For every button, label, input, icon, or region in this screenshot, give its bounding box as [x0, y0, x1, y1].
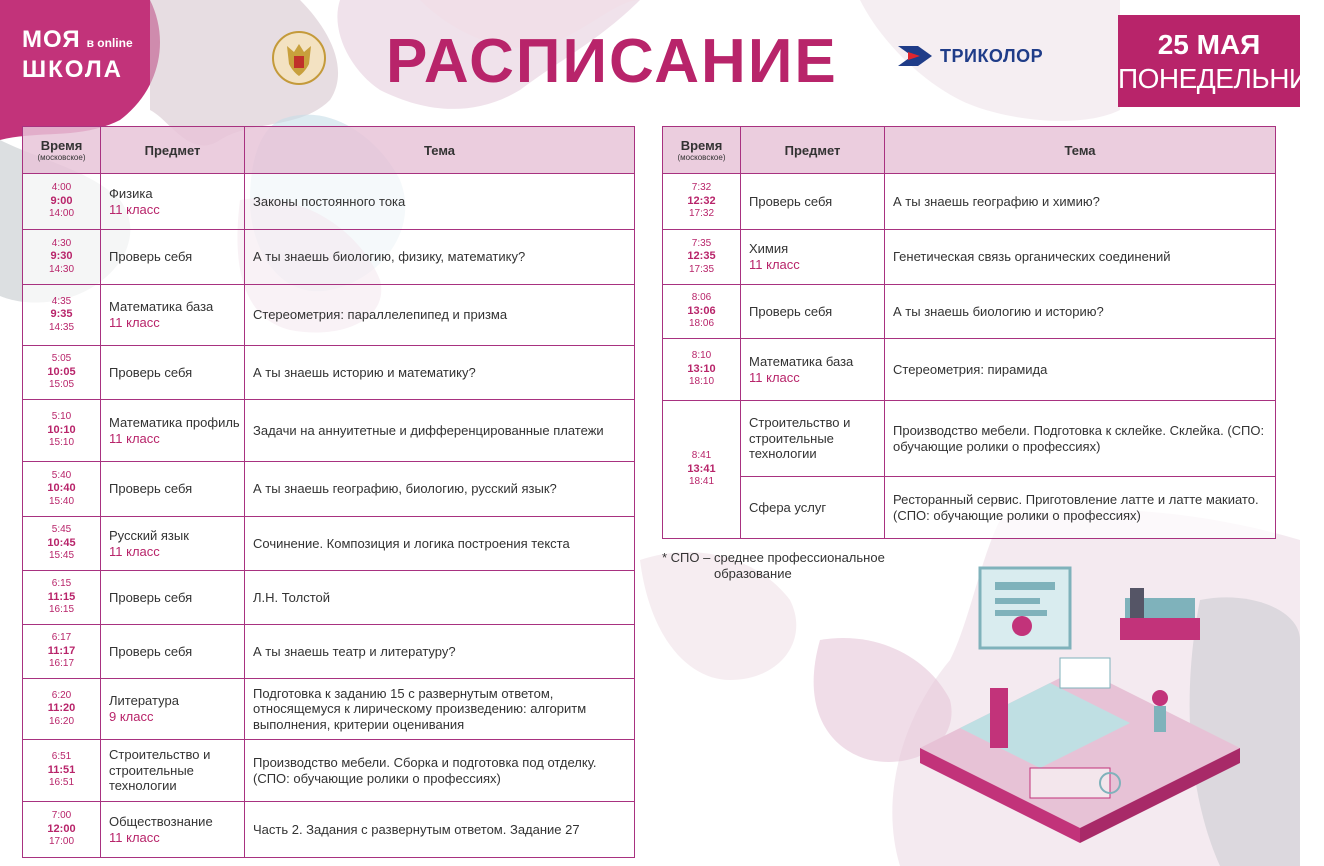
topic-cell: Сочинение. Композиция и логика построения текста — [245, 517, 635, 571]
subject-name: Проверь себя — [749, 193, 833, 209]
tricolor-icon — [898, 44, 934, 68]
time-moscow: 11:15 — [47, 590, 76, 603]
table-row — [23, 571, 635, 625]
time-local-1: 6:17 — [51, 632, 72, 644]
time-local-1: 6:51 — [51, 751, 72, 763]
subject-name: Проверь себя — [109, 643, 193, 659]
time-local-2: 15:40 — [48, 495, 75, 507]
subject-cell — [741, 401, 885, 477]
table-row — [23, 285, 635, 346]
topic-cell: А ты знаешь географию, биологию, русский язык? — [245, 462, 635, 517]
time-moscow: 10:45 — [47, 536, 76, 549]
header-topic: Тема — [245, 127, 635, 174]
table-row — [663, 339, 1276, 401]
time-cell — [23, 462, 101, 517]
time-local-2: 15:10 — [48, 437, 75, 449]
time-moscow: 11:20 — [47, 702, 76, 715]
subject-name: Строительство и строительные технологии — [749, 415, 851, 462]
table-row — [663, 230, 1276, 285]
time-local-2: 16:17 — [48, 658, 75, 670]
page-title: РАСПИСАНИЕ — [386, 27, 838, 96]
topic-cell: Производство мебели. Сборка и подготовка под отделку. (СПО: обучающие ролики о профессиях) — [245, 740, 635, 802]
time-cell — [23, 679, 101, 740]
subject-cell — [101, 517, 245, 571]
time-local-1: 5:40 — [51, 469, 72, 481]
time-moscow: 9:35 — [50, 308, 73, 321]
subject-name: Проверь себя — [109, 364, 193, 380]
header-time: Время (московское) — [663, 127, 741, 174]
header-topic: Тема — [885, 127, 1276, 174]
subject-name: Математика база — [109, 299, 214, 315]
topic-cell: Ресторанный сервис. Приготовление латте и латте макиато. (СПО: обучающие ролики о профессиях) — [885, 477, 1276, 539]
table-row — [23, 462, 635, 517]
time-local-1: 6:15 — [51, 578, 72, 590]
topic-cell: Подготовка к заданию 15 с развернутым ответом, относящемуся к лирическому произведению: алгоритм выполнения, критерии оценивания — [245, 679, 635, 740]
subject-name: Литература — [109, 693, 179, 709]
topic-cell: Л.Н. Толстой — [245, 571, 635, 625]
time-moscow: 9:30 — [50, 250, 73, 263]
time-local-2: 18:06 — [688, 318, 715, 330]
subject-name: Проверь себя — [109, 481, 193, 497]
time-local-1: 7:35 — [691, 237, 712, 249]
class-label: 11 класс — [109, 543, 160, 559]
class-label: 11 класс — [749, 369, 800, 385]
table-row — [23, 802, 635, 858]
time-moscow: 12:32 — [687, 194, 716, 207]
time-local-2: 17:35 — [688, 263, 715, 275]
time-cell — [23, 571, 101, 625]
time-local-1: 7:32 — [691, 182, 712, 194]
topic-cell: Задачи на аннуитетные и дифференцированные платежи — [245, 400, 635, 462]
logo-online: в online — [86, 36, 133, 50]
time-local-2: 15:45 — [48, 550, 75, 562]
education-illustration — [900, 548, 1260, 848]
time-local-2: 16:15 — [48, 604, 75, 616]
time-local-2: 14:00 — [48, 208, 75, 220]
class-label: 11 класс — [109, 829, 160, 845]
time-local-1: 4:00 — [51, 182, 72, 194]
time-local-2: 18:41 — [688, 476, 715, 488]
class-label: 11 класс — [109, 430, 160, 446]
time-cell — [23, 517, 101, 571]
time-moscow: 10:05 — [47, 365, 76, 378]
class-label: 11 класс — [109, 201, 160, 217]
subject-cell — [741, 477, 885, 539]
time-cell — [663, 339, 741, 401]
time-cell — [663, 285, 741, 339]
time-moscow: 10:10 — [47, 423, 76, 436]
table-row — [23, 625, 635, 679]
table-row — [23, 174, 635, 230]
topic-cell: А ты знаешь историю и математику? — [245, 346, 635, 400]
topic-cell: Стереометрия: пирамида — [885, 339, 1276, 401]
topic-cell: А ты знаешь театр и литературу? — [245, 625, 635, 679]
time-local-2: 15:05 — [48, 379, 75, 391]
subject-cell — [101, 625, 245, 679]
time-cell — [663, 401, 741, 539]
subject-name: Математика профиль — [109, 414, 240, 430]
table-row — [23, 346, 635, 400]
time-local-1: 6:20 — [51, 689, 72, 701]
time-cell — [663, 174, 741, 230]
time-local-1: 7:00 — [51, 810, 72, 822]
subject-name: Химия — [749, 241, 789, 257]
subject-cell — [101, 230, 245, 285]
time-moscow: 10:40 — [47, 482, 76, 495]
subject-cell — [101, 174, 245, 230]
subject-name: Русский язык — [109, 527, 189, 543]
subject-cell — [101, 346, 245, 400]
subject-cell — [101, 740, 245, 802]
topic-cell: А ты знаешь биологию и историю? — [885, 285, 1276, 339]
footnote — [662, 550, 885, 583]
time-moscow: 12:35 — [687, 250, 716, 263]
time-moscow: 12:00 — [47, 822, 76, 835]
time-local-2: 14:35 — [48, 321, 75, 333]
subject-name: Физика — [109, 185, 153, 201]
time-moscow: 11:51 — [47, 763, 76, 776]
subject-cell — [741, 174, 885, 230]
time-cell — [23, 346, 101, 400]
time-local-2: 16:51 — [48, 777, 75, 789]
partner-name: ТРИКОЛОР — [940, 45, 1044, 66]
time-local-1: 8:10 — [691, 350, 712, 362]
subject-cell — [741, 230, 885, 285]
class-label: 11 класс — [749, 257, 800, 272]
time-local-1: 5:45 — [51, 524, 72, 536]
time-cell — [23, 174, 101, 230]
subject-name: Проверь себя — [109, 249, 193, 265]
topic-cell: Часть 2. Задания с развернутым ответом. Задание 27 — [245, 802, 635, 858]
table-row — [663, 401, 1276, 477]
header-subject: Предмет — [101, 127, 245, 174]
time-local-1: 5:10 — [51, 411, 72, 423]
table-row — [23, 400, 635, 462]
date-box — [1118, 15, 1324, 107]
subject-cell — [741, 339, 885, 401]
time-moscow: 13:06 — [687, 304, 716, 317]
subject-cell — [101, 462, 245, 517]
footnote-line2: образование — [714, 566, 792, 582]
subject-cell — [101, 571, 245, 625]
subject-name: Обществознание — [109, 813, 213, 829]
topic-cell: Производство мебели. Подготовка к склейке. Склейка. (СПО: обучающие ролики о профессиях) — [885, 401, 1276, 477]
time-moscow: 9:00 — [50, 194, 73, 207]
topic-cell: Генетическая связь органических соединений — [885, 230, 1276, 285]
time-cell — [23, 740, 101, 802]
table-row — [663, 174, 1276, 230]
subject-name: Сфера услуг — [749, 499, 827, 515]
schedule-table-left — [22, 126, 635, 858]
table-row — [23, 230, 635, 285]
class-label: 11 класс — [109, 315, 160, 330]
subject-name: Математика база — [749, 353, 854, 369]
subject-cell — [101, 285, 245, 346]
time-moscow: 11:17 — [47, 644, 76, 657]
time-moscow: 13:41 — [687, 462, 716, 475]
topic-cell: А ты знаешь географию и химию? — [885, 174, 1276, 230]
time-local-1: 8:06 — [691, 292, 712, 304]
subject-cell — [101, 802, 245, 858]
topic-cell: Стереометрия: параллелепипед и призма — [245, 285, 635, 346]
subject-cell — [101, 400, 245, 462]
logo — [22, 26, 133, 84]
subject-name: Строительство и строительные технологии — [109, 747, 211, 794]
subject-name: Проверь себя — [749, 303, 833, 319]
time-cell — [663, 230, 741, 285]
subject-cell — [101, 679, 245, 740]
time-local-2: 17:00 — [48, 836, 75, 848]
time-local-1: 5:05 — [51, 353, 72, 365]
class-label: 9 класс — [109, 709, 154, 724]
time-cell — [23, 285, 101, 346]
weekday: ПОНЕДЕЛЬНИК — [1118, 63, 1324, 94]
time-moscow: 13:10 — [687, 362, 716, 375]
header-subject: Предмет — [741, 127, 885, 174]
logo-line1: МОЯ — [22, 26, 81, 53]
time-local-1: 4:30 — [51, 237, 72, 249]
subject-name: Проверь себя — [109, 589, 193, 605]
time-cell — [23, 625, 101, 679]
date: 25 МАЯ — [1157, 29, 1261, 60]
topic-cell: А ты знаешь биологию, физику, математику? — [245, 230, 635, 285]
time-local-2: 14:30 — [48, 263, 75, 275]
table-row — [23, 740, 635, 802]
table-row — [663, 477, 1276, 539]
coat-of-arms-icon — [272, 28, 326, 88]
header-time: Время (московское) — [23, 127, 101, 174]
time-local-2: 16:20 — [48, 715, 75, 727]
table-row — [23, 679, 635, 740]
logo-line2: ШКОЛА — [22, 56, 124, 83]
time-cell — [23, 802, 101, 858]
time-cell — [23, 230, 101, 285]
partner-logo — [898, 44, 1043, 68]
time-cell — [23, 400, 101, 462]
table-row — [23, 517, 635, 571]
time-local-2: 18:10 — [688, 376, 715, 388]
time-local-2: 17:32 — [688, 208, 715, 220]
subject-cell — [741, 285, 885, 339]
time-local-1: 8:41 — [691, 450, 712, 462]
schedule-table-right — [662, 126, 1276, 539]
footnote-line1: * СПО – среднее профессиональное — [662, 550, 885, 565]
table-row — [663, 285, 1276, 339]
time-local-1: 4:35 — [51, 295, 72, 307]
topic-cell: Законы постоянного тока — [245, 174, 635, 230]
